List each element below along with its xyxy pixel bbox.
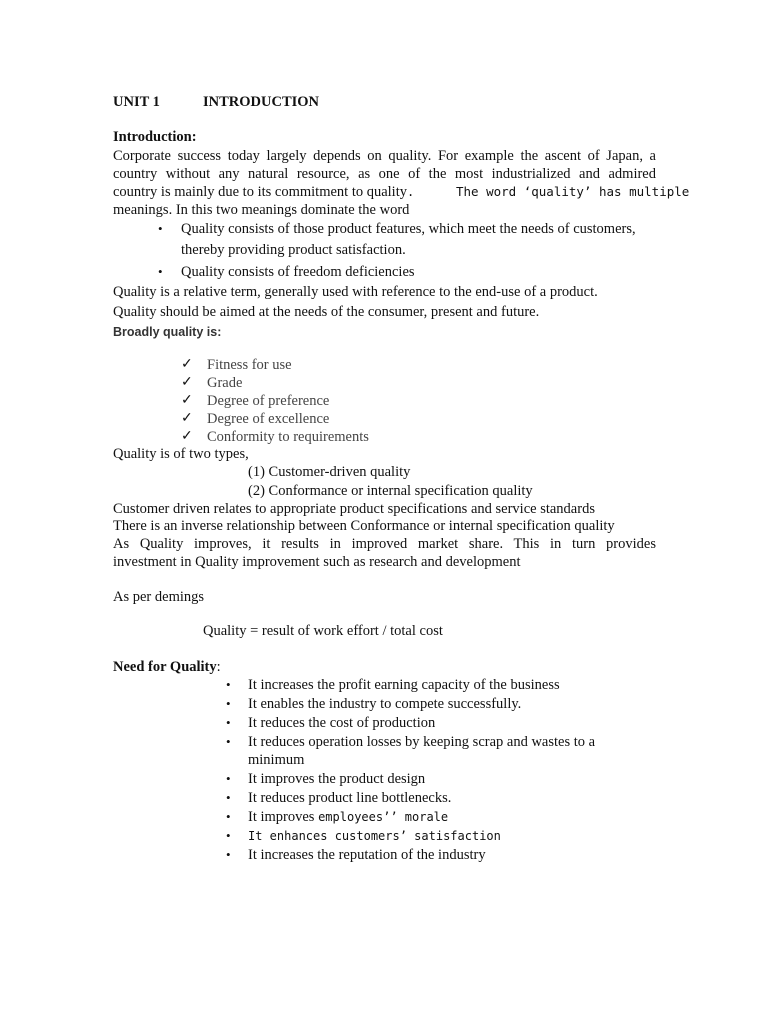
intro-para-line-3-tail: The word ‘quality’ has multiple <box>456 184 690 199</box>
deming-intro: As per demings <box>113 589 205 605</box>
check-icon: ✓ <box>181 357 193 372</box>
need-item-continuation: minimum <box>248 752 305 768</box>
intro-para-line-3 <box>113 183 414 201</box>
checklist-item: Fitness for use <box>207 357 292 373</box>
need-item: It improves the product design <box>248 771 426 787</box>
intro-para-last: meanings. In this two meanings dominate the word <box>113 202 410 218</box>
improve-line-1: As Quality improves, it results in improved market share. This in turn provides <box>113 536 656 552</box>
checklist-item: Degree of preference <box>207 393 330 409</box>
intro-bullet-1-line-1: Quality consists of those product features, which meet the needs of customers, <box>181 221 636 237</box>
bullet-icon: • <box>158 221 163 236</box>
need-item-mono: employees’’ morale <box>318 810 449 824</box>
deming-formula: Quality = result of work effort / total cost <box>203 623 443 639</box>
need-item-text: It improves <box>248 809 315 825</box>
check-icon: ✓ <box>181 375 193 390</box>
bullet-icon: • <box>226 847 231 862</box>
bullet-icon: • <box>226 809 231 824</box>
driven-line: Customer driven relates to appropriate product specifications and service standards <box>113 501 595 517</box>
improve-line-2: investment in Quality improvement such as research and development <box>113 554 521 570</box>
intro-bullet-1-line-2: thereby providing product satisfaction. <box>181 242 406 258</box>
intro-para-line-2: country without any natural resource, as one of the most industrialized and admired <box>113 166 656 182</box>
bullet-icon: • <box>226 790 231 805</box>
intro-para-line-1: Corporate success today largely depends on quality. For example the ascent of Japan, a <box>113 148 656 164</box>
type-item-2: (2) Conformance or internal specification quality <box>248 483 533 499</box>
intro-bullet-2: Quality consists of freedom deficiencies <box>181 264 415 280</box>
relative-line-2: Quality should be aimed at the needs of the consumer, present and future. <box>113 304 540 320</box>
intro-heading: Introduction: <box>113 129 197 145</box>
need-item: It reduces product line bottlenecks. <box>248 790 452 806</box>
relative-line-1: Quality is a relative term, generally used with reference to the end-use of a product. <box>113 284 598 300</box>
checklist-item: Degree of excellence <box>207 411 330 427</box>
unit-title: INTRODUCTION <box>203 94 320 110</box>
intro-para-line-3-period: . <box>407 185 415 199</box>
bullet-icon: • <box>226 696 231 711</box>
bullet-icon: • <box>226 771 231 786</box>
need-item <box>248 808 448 826</box>
bullet-icon: • <box>226 828 231 843</box>
bullet-icon: • <box>226 677 231 692</box>
broadly-heading: Broadly quality is: <box>113 325 222 339</box>
checklist-item: Conformity to requirements <box>207 429 369 445</box>
check-icon: ✓ <box>181 411 193 426</box>
need-item: It enables the industry to compete successfully. <box>248 696 522 712</box>
intro-para-line-3-text: country is mainly due to its commitment to quality <box>113 184 407 200</box>
types-intro: Quality is of two types, <box>113 446 249 462</box>
type-item-1: (1) Customer-driven quality <box>248 464 411 480</box>
need-item: It reduces the cost of production <box>248 715 436 731</box>
need-heading-text: Need for Quality <box>113 659 217 675</box>
check-icon: ✓ <box>181 429 193 444</box>
inverse-line: There is an inverse relationship between Conformance or internal specification quality <box>113 518 615 534</box>
unit-label: UNIT 1 <box>113 94 160 110</box>
need-item: It enhances customers’ satisfaction <box>248 829 501 843</box>
need-heading <box>113 658 221 676</box>
bullet-icon: • <box>226 715 231 730</box>
need-heading-colon: : <box>216 659 221 675</box>
bullet-icon: • <box>158 264 163 279</box>
bullet-icon: • <box>226 734 231 749</box>
need-item: It reduces operation losses by keeping scrap and wastes to a <box>248 734 596 750</box>
need-item: It increases the profit earning capacity of the business <box>248 677 560 693</box>
need-item: It increases the reputation of the industry <box>248 847 486 863</box>
check-icon: ✓ <box>181 393 193 408</box>
checklist-item: Grade <box>207 375 243 391</box>
